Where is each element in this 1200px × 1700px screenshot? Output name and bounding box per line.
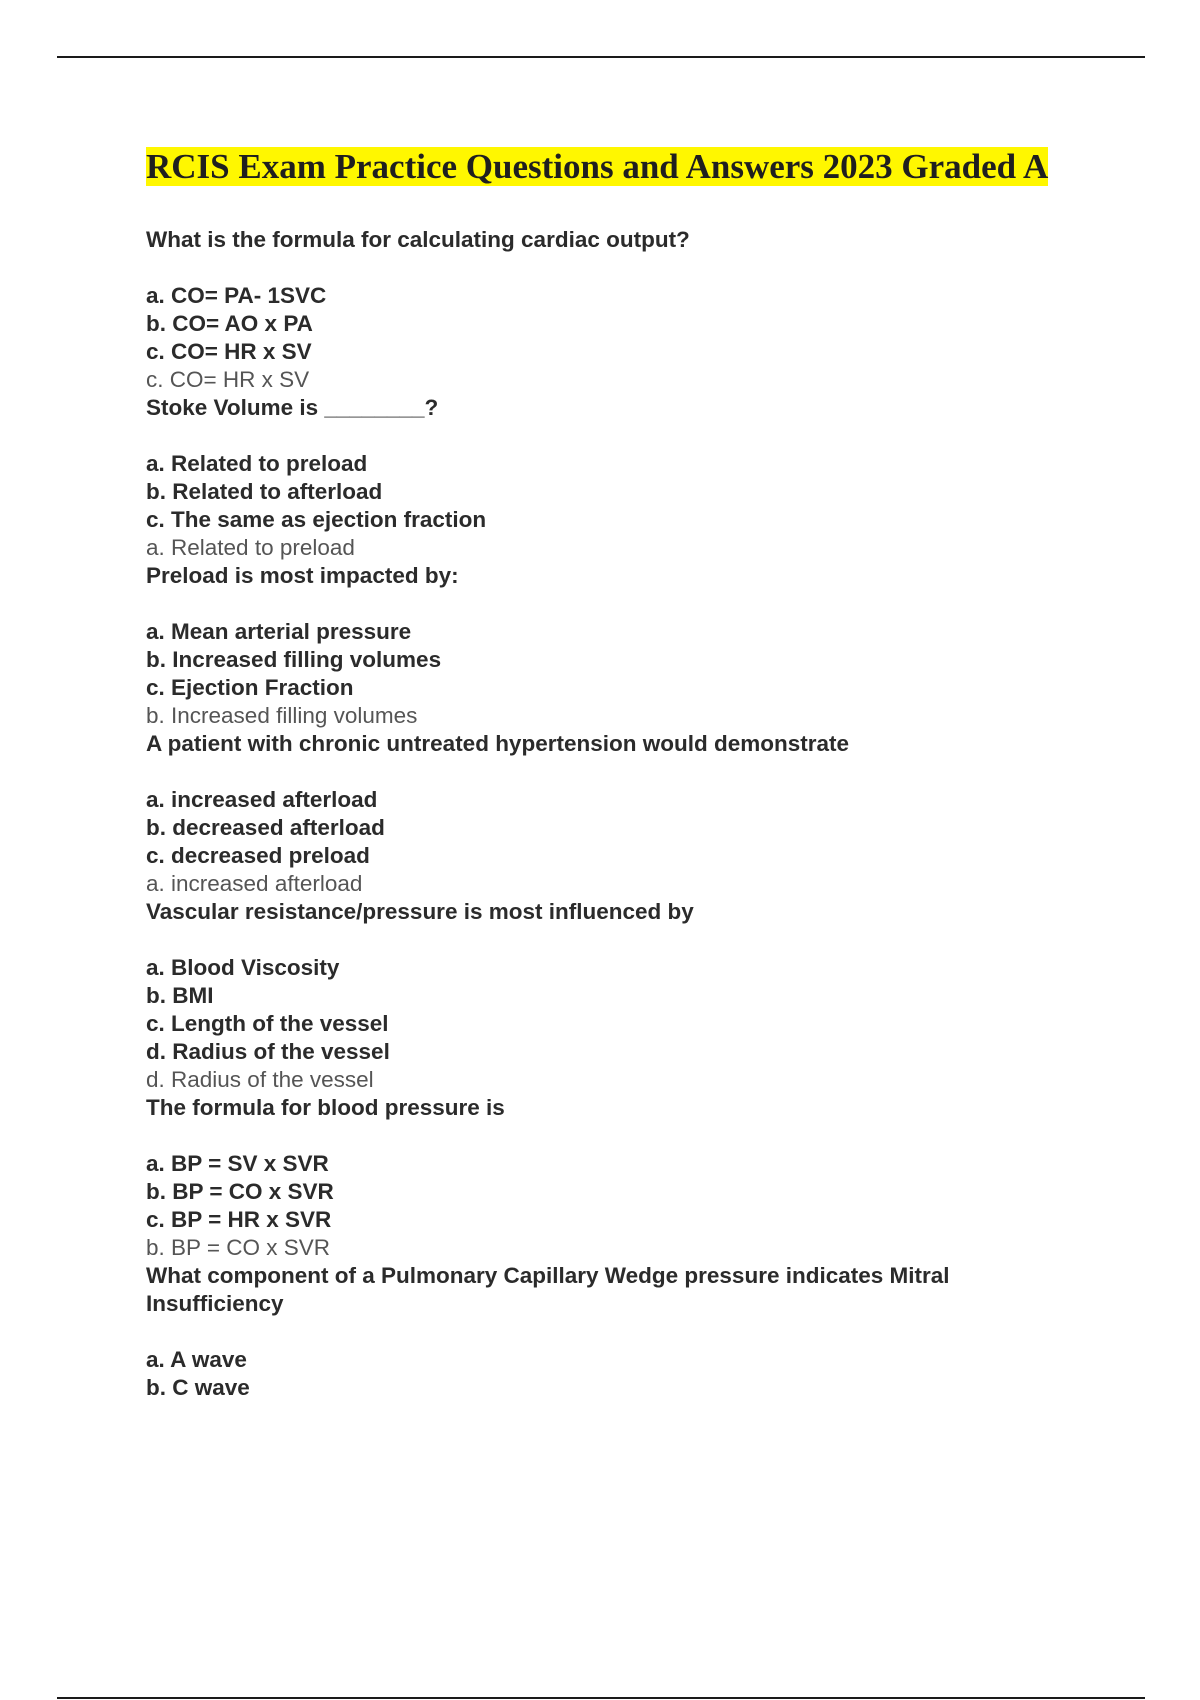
question-block-4 xyxy=(146,730,1086,898)
option-item: b. Related to afterload xyxy=(146,479,383,504)
question-text: What is the formula for calculating cardiac output? xyxy=(146,227,690,252)
option-item: b. BMI xyxy=(146,983,214,1008)
question-block-6 xyxy=(146,1094,1086,1262)
document-title xyxy=(146,145,1086,188)
document-body xyxy=(146,145,1086,1402)
option-item: c. The same as ejection fraction xyxy=(146,507,487,532)
answer-text: b. Increased filling volumes xyxy=(146,703,418,728)
question-block-1 xyxy=(146,226,1086,394)
option-item: a. CO= PA- 1SVC xyxy=(146,283,327,308)
options-list xyxy=(146,282,1086,366)
question-block-3 xyxy=(146,562,1086,730)
option-item: b. decreased afterload xyxy=(146,815,385,840)
options-list xyxy=(146,618,1086,702)
option-item: b. BP = CO x SVR xyxy=(146,1179,334,1204)
question-text: Vascular resistance/pressure is most influenced by xyxy=(146,899,694,924)
question-text: Stoke Volume is ________? xyxy=(146,395,439,420)
question-list xyxy=(146,226,1086,1402)
question-text: What component of a Pulmonary Capillary Wedge pressure indicates Mitral Insufficiency xyxy=(146,1263,950,1316)
question-text: Preload is most impacted by: xyxy=(146,563,459,588)
question-block-2 xyxy=(146,394,1086,562)
header-rule xyxy=(57,56,1145,58)
document-title-text: RCIS Exam Practice Questions and Answers 2023 Graded A xyxy=(146,147,1049,186)
question-text: The formula for blood pressure is xyxy=(146,1095,505,1120)
option-item: b. Increased filling volumes xyxy=(146,647,442,672)
option-item: a. Blood Viscosity xyxy=(146,955,340,980)
option-item: b. C wave xyxy=(146,1375,250,1400)
footer-rule xyxy=(57,1697,1145,1699)
option-item: a. Mean arterial pressure xyxy=(146,619,412,644)
options-list xyxy=(146,786,1086,870)
options-list xyxy=(146,450,1086,534)
option-item: a. BP = SV x SVR xyxy=(146,1151,329,1176)
option-item: c. Ejection Fraction xyxy=(146,675,354,700)
question-block-5 xyxy=(146,898,1086,1094)
option-item: d. Radius of the vessel xyxy=(146,1039,390,1064)
answer-text: a. Related to preload xyxy=(146,535,355,560)
option-item: a. Related to preload xyxy=(146,451,368,476)
question-block-7 xyxy=(146,1262,1086,1402)
options-list xyxy=(146,954,1086,1066)
option-item: a. A wave xyxy=(146,1347,247,1372)
question-text: A patient with chronic untreated hypertension would demonstrate xyxy=(146,731,849,756)
options-list xyxy=(146,1346,1086,1402)
options-list xyxy=(146,1150,1086,1234)
option-item: c. decreased preload xyxy=(146,843,370,868)
option-item: c. BP = HR x SVR xyxy=(146,1207,332,1232)
option-item: b. CO= AO x PA xyxy=(146,311,313,336)
answer-text: a. increased afterload xyxy=(146,871,363,896)
option-item: c. CO= HR x SV xyxy=(146,339,312,364)
answer-text: d. Radius of the vessel xyxy=(146,1067,374,1092)
option-item: a. increased afterload xyxy=(146,787,378,812)
answer-text: b. BP = CO x SVR xyxy=(146,1235,331,1260)
answer-text: c. CO= HR x SV xyxy=(146,367,310,392)
option-item: c. Length of the vessel xyxy=(146,1011,389,1036)
